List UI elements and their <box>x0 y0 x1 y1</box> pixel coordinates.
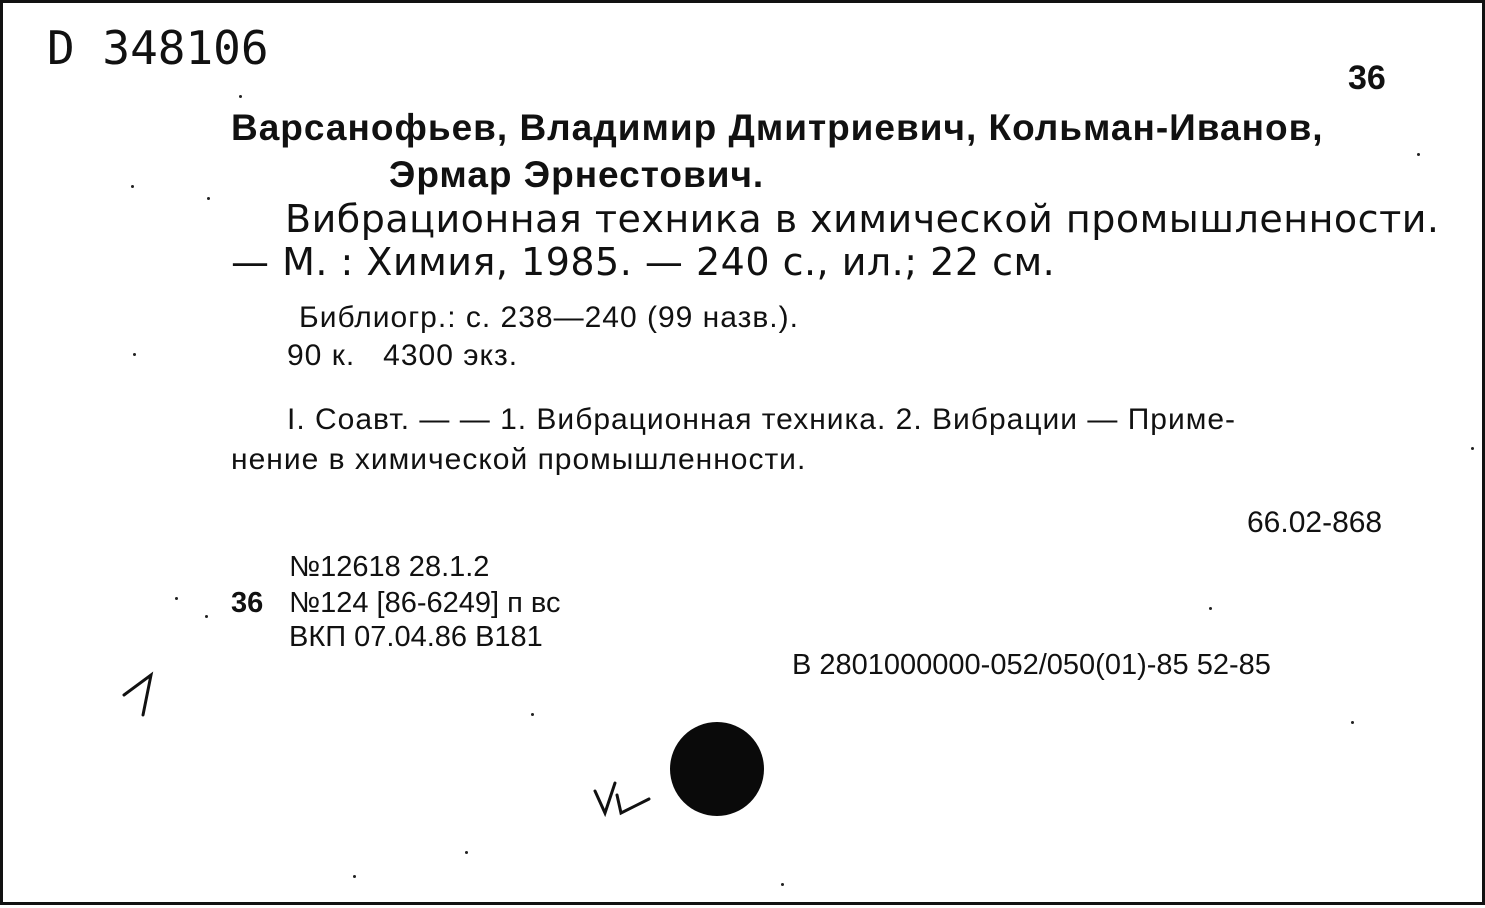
scan-speck <box>207 197 210 200</box>
price-and-copies: 90 к. 4300 экз. <box>287 339 519 372</box>
bibliography-note: Библиогр.: с. 238—240 (99 назв.). <box>299 301 799 334</box>
scan-speck <box>353 875 356 878</box>
scan-speck <box>1471 447 1474 450</box>
order-details: №124 [86-6249] п вс <box>289 587 561 619</box>
handwritten-marks <box>3 3 1485 908</box>
authors-line-2: Эрмар Эрнестович. <box>389 154 765 195</box>
scan-speck <box>465 851 468 854</box>
scan-speck <box>1351 721 1354 724</box>
shelf-mark-bottom: 36 <box>231 587 264 619</box>
scan-speck <box>781 883 784 886</box>
scan-speck <box>1209 607 1212 610</box>
shelf-mark-top: 36 <box>1348 59 1386 97</box>
scan-speck <box>133 353 136 356</box>
registration-stamp: ВКП 07.04.86 В181 <box>289 621 543 653</box>
publisher-code: В 2801000000-052/050(01)-85 52-85 <box>792 649 1271 681</box>
scan-speck <box>1417 153 1420 156</box>
black-punch-hole <box>670 722 764 816</box>
order-number: №12618 28.1.2 <box>289 551 490 583</box>
call-number: D 348106 <box>47 21 269 75</box>
title-line-1: Вибрационная техника в химической промышленности. <box>285 197 1440 241</box>
authors-line-1: Варсанофьев, Владимир Дмитриевич, Кольман-Иванов, <box>231 107 1324 148</box>
handwritten-number-one <box>124 675 151 715</box>
scan-speck <box>131 185 134 188</box>
tracings-line-1: I. Соавт. — — 1. Вибрационная техника. 2. Вибрации — Приме- <box>287 403 1237 436</box>
classification-index: 66.02-868 <box>1247 506 1383 539</box>
tracings-line-2: нение в химической промышленности. <box>231 443 807 476</box>
scan-speck <box>205 615 208 618</box>
title-line-2: — М. : Химия, 1985. — 240 с., ил.; 22 см. <box>231 240 1056 284</box>
scan-speck <box>531 713 534 716</box>
scan-speck <box>175 597 178 600</box>
scan-speck <box>239 95 242 98</box>
handwritten-initials <box>595 783 649 813</box>
